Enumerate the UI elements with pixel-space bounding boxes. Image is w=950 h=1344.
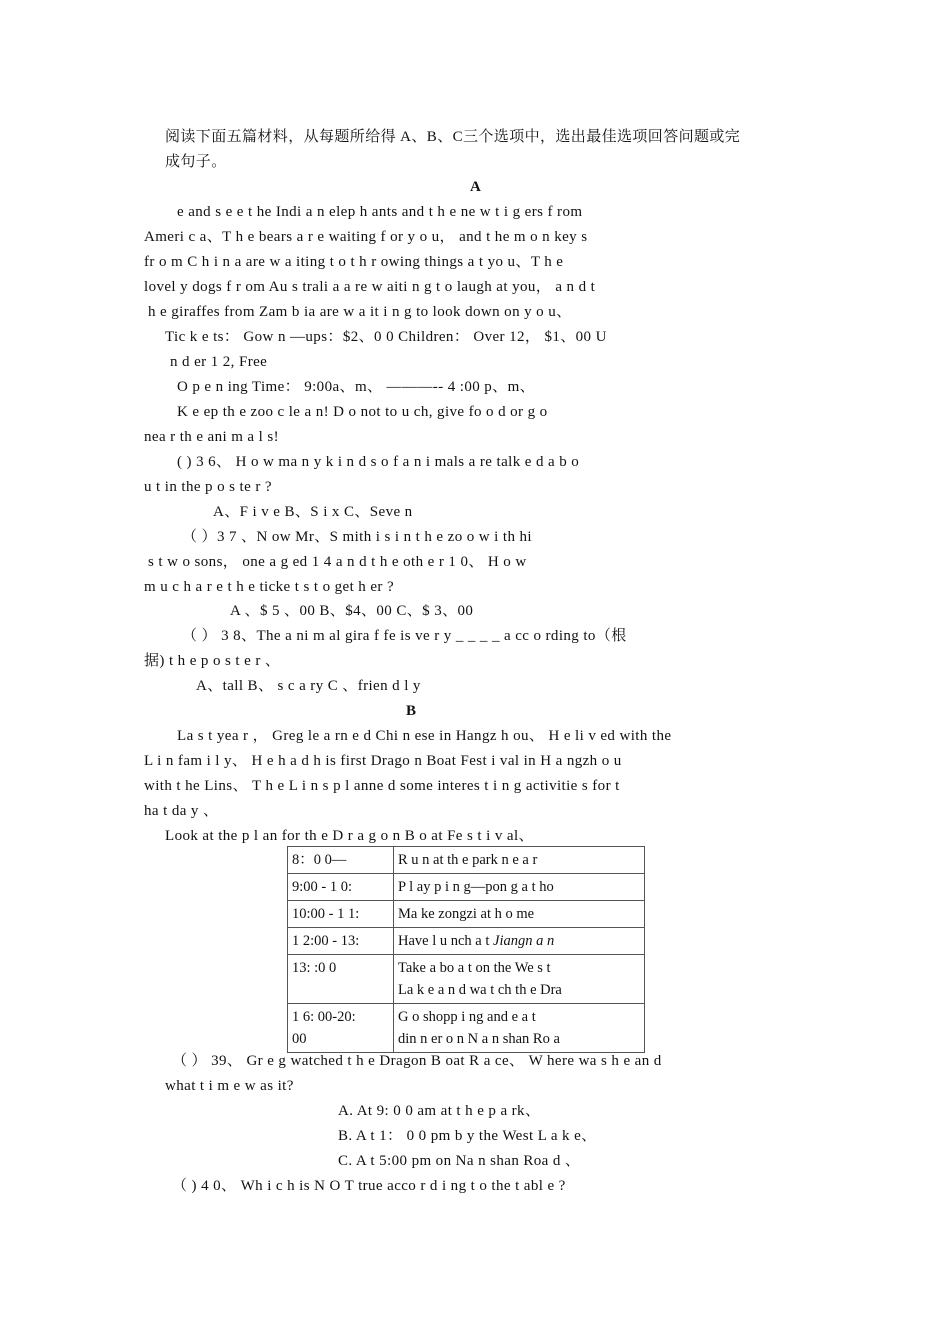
question-38: （ ） 3 8、The a ni m al gira f fe is ve r y _ _ _ _ a cc o rding to（根 <box>182 628 627 644</box>
activity-text: Have l u nch a t <box>398 933 494 949</box>
table-cell-activity: P l ay p i n g—pon g a t ho <box>394 874 645 901</box>
question-40: （ ) 4 0、 Wh i c h is N O T true acco r d i ng t o the t abl e ? <box>172 1178 566 1194</box>
passage-a-line: Ameri c a、T h e bears a r e waiting f or y o u， and t he m o n key s <box>144 229 588 245</box>
table-row <box>288 928 645 955</box>
question-36-cont: u t in the p o s te r ? <box>144 479 272 495</box>
table-cell-time: 13: :0 0 <box>288 955 394 1004</box>
passage-b-line: ha t da y 、 <box>144 803 219 819</box>
table-row <box>288 1004 645 1053</box>
passage-b-line: with t he Lins、 T h e L i n s p l anne d some interes t i n g activitie s for t <box>144 778 620 794</box>
activity-line: din n er o n N a n shan Ro a <box>398 1031 560 1047</box>
table-cell-time: 8：0 0— <box>288 847 394 874</box>
question-39-cont: what t i m e w as it? <box>165 1078 294 1094</box>
passage-a-line: nea r th e ani m a l s! <box>144 429 279 445</box>
passage-a-line: fr o m C h i n a are w a iting t o t h r owing things a t yo u、T h e <box>144 254 564 270</box>
question-37-options: A 、$ 5 、00 B、$4、00 C、$ 3、00 <box>230 603 474 619</box>
table-cell-time: 10:00 - 1 1: <box>288 901 394 928</box>
question-38-options: A、tall B、 s c a ry C 、frien d l y <box>196 678 421 694</box>
table-cell-activity <box>394 1004 645 1053</box>
table-row <box>288 874 645 901</box>
instructions-line-1: 阅读下面五篇材料，从每题所给得 A、B、C三个选项中，选出最佳选项回答问题或完 <box>165 129 741 145</box>
question-36-options: A、F i v e B、S i x C、Seve n <box>213 504 413 520</box>
passage-a-line: n d er 1 2, Free <box>170 354 268 370</box>
passage-a-line: h e giraffes from Zam b ia are w a it i n g to look down on y o u、 <box>148 304 572 320</box>
table-cell-activity: Ma ke zongzi at h o me <box>394 901 645 928</box>
question-37-cont: s t w o sons， one a g ed 1 4 a n d t h e oth e r 1 0、 H o w <box>148 554 527 570</box>
question-36: ( ) 3 6、 H o w ma n y k i n d s o f a n i mals a re talk e d a b o <box>177 454 580 470</box>
passage-a-line: Tic k e ts： Gow n —ups：$2、0 0 Children： Over 12， $1、00 U <box>165 329 607 345</box>
table-cell-activity: R u n at th e park n e a r <box>394 847 645 874</box>
question-37-cont: m u c h a r e t h e ticke t s t o get h er ? <box>144 579 395 595</box>
passage-b-line: L i n fam i l y、 H e h a d h is first Drago n Boat Fest i val in H a ngzh o u <box>144 753 622 769</box>
question-39-option: B. A t 1： 0 0 pm b y the West L a k e、 <box>338 1128 597 1144</box>
activity-line: Take a bo a t on the We s t <box>398 960 551 976</box>
activity-line: La k e a n d wa t ch th e Dra <box>398 982 562 998</box>
question-39-option: A. At 9: 0 0 am at t h e p a rk、 <box>338 1103 541 1119</box>
table-cell-time: 9:00 - 1 0: <box>288 874 394 901</box>
plan-table <box>287 846 645 1053</box>
section-heading-a: A <box>470 179 482 195</box>
table-cell-activity <box>394 928 645 955</box>
instructions-line-2: 成句子。 <box>165 154 227 170</box>
passage-a-line: K e ep th e zoo c le a n! D o not to u ch, give fo o d or g o <box>177 404 548 420</box>
table-cell-activity <box>394 955 645 1004</box>
activity-place: Jiangn a n <box>493 933 555 949</box>
time-line: 1 6: 00-20: <box>292 1009 356 1025</box>
table-cell-time <box>288 1004 394 1053</box>
table-cell-time: 1 2:00 - 13: <box>288 928 394 955</box>
question-37: （ ）3 7 、N ow Mr、S mith i s i n t h e zo o w i th hi <box>182 529 532 545</box>
question-38-cont: 据) t h e p o s t e r 、 <box>144 653 281 669</box>
time-line: 00 <box>292 1031 307 1047</box>
passage-b-look-line: Look at the p l an for th e D r a g o n B o at Fe s t i v al、 <box>165 828 534 844</box>
passage-a-line: e and s e e t he Indi a n elep h ants and t h e ne w t i g ers f rom <box>177 204 583 220</box>
table-row <box>288 847 645 874</box>
passage-a-line: O p e n ing Time： 9:00a、m、 ———-- 4 :00 p、m、 <box>177 379 536 395</box>
passage-b-line: La s t yea r ， Greg le a rn e d Chi n ese in Hangz h ou、 H e li v ed with the <box>177 728 672 744</box>
section-heading-b: B <box>406 703 417 719</box>
activity-line: G o shopp i ng and e a t <box>398 1009 536 1025</box>
question-39-option: C. A t 5:00 pm on Na n shan Roa d 、 <box>338 1153 581 1169</box>
table-row <box>288 901 645 928</box>
question-39: （ ） 39、 Gr e g watched t h e Dragon B oat R a ce、 W here wa s h e an d <box>172 1053 662 1069</box>
table-row <box>288 955 645 1004</box>
passage-a-line: lovel y dogs f r om Au s trali a a re w aiti n g t o laugh at you， a n d t <box>144 279 596 295</box>
